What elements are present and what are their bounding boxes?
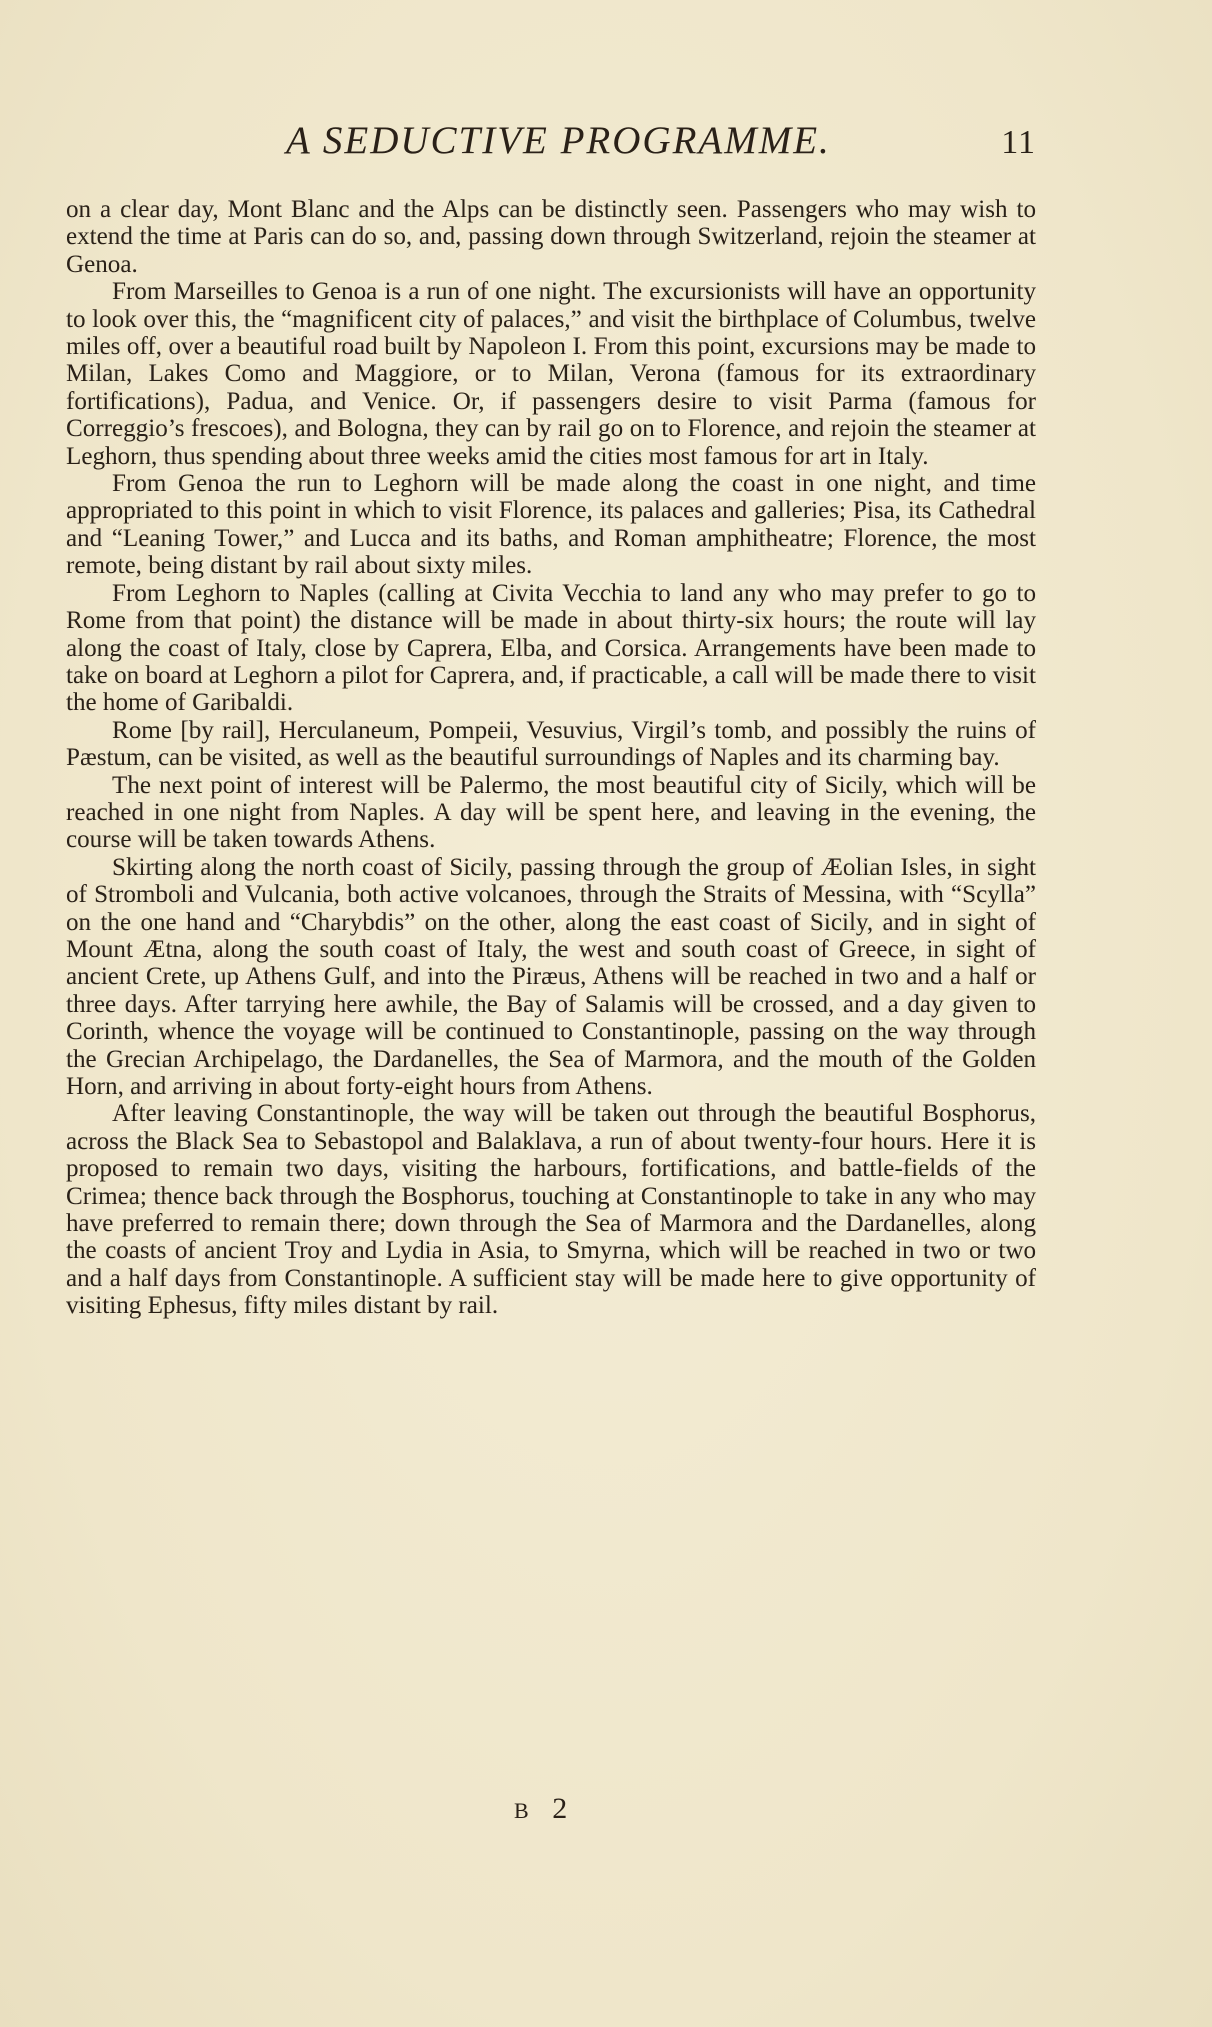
- signature-letter: B: [514, 1798, 537, 1823]
- running-head: [66, 118, 1036, 168]
- signature-number: 2: [552, 1792, 576, 1825]
- paragraph-5: Rome [by rail], Herculaneum, Pompeii, Vesuvius, Virgil’s tomb, and possibly the ruins of Pæstum, can be visited, as well as the beautiful surroundings of Naples and its charming bay.: [66, 716, 1036, 772]
- paragraph-1: on a clear day, Mont Blanc and the Alps can be distinctly seen. Passengers who may wish to extend the time at Paris can do so, and, passing down through Switzerland, rejoin the steamer at Genoa.: [66, 196, 1036, 278]
- paragraph-4: From Leghorn to Naples (calling at Civita Vecchia to land any who may prefer to go to Rome from that point) the distance will be made in about thirty-six hours; the route will lay along the coast of Italy, close by Caprera, Elba, and Corsica. Arrangements have been made to take on board at Leghorn a pilot for Caprera, and, if practicable, a call will be made there to visit the home of Garibaldi.: [66, 579, 1036, 717]
- body-text: [66, 196, 1036, 1320]
- signature-mark: [514, 1792, 575, 1826]
- page-number: 11: [1001, 124, 1036, 161]
- paragraph-2: From Marseilles to Genoa is a run of one night. The excursionists will have an opportunity to look over this, the “magnificent city of palaces,” and visit the birthplace of Columbus, twelve miles off, over a beautiful road built by Napoleon I. From this point, excursions may be made to Milan, Lakes Como and Maggiore, or to Milan, Verona (famous for its extraordinary fortifications), Padua, and Venice. Or, if passengers desire to visit Parma (famous for Correggio’s frescoes), and Bologna, they can by rail go on to Florence, and rejoin the steamer at Leghorn, thus spending about three weeks amid the cities most famous for art in Italy.: [66, 278, 1036, 470]
- paragraph-7: Skirting along the north coast of Sicily, passing through the group of Æolian Isles, in sight of Stromboli and Vulcania, both active volcanoes, through the Straits of Messina, with “Scylla” on the one hand and “Charybdis” on the other, along the east coast of Sicily, and in sight of Mount Ætna, along the south coast of Italy, the west and south coast of Greece, in sight of ancient Crete, up Athens Gulf, and into the Piræus, Athens will be reached in two and a half or three days. After tarrying here awhile, the Bay of Salamis will be crossed, and a day given to Corinth, whence the voyage will be continued to Constantinople, passing on the way through the Grecian Archipelago, the Dardanelles, the Sea of Marmora, and the mouth of the Golden Horn, and arriving in about forty-eight hours from Athens.: [66, 853, 1036, 1100]
- paragraph-6: The next point of interest will be Palermo, the most beautiful city of Sicily, which will be reached in one night from Naples. A day will be spent here, and leaving in the evening, the course will be taken towards Athens.: [66, 771, 1036, 854]
- paragraph-3: From Genoa the run to Leghorn will be made along the coast in one night, and time appropriated to this point in which to visit Florence, its palaces and galleries; Pisa, its Cathedral and “Leaning Tower,” and Lucca and its baths, and Roman amphitheatre; Florence, the most remote, being distant by rail about sixty miles.: [66, 470, 1036, 580]
- page-title: A SEDUCTIVE PROGRAMME.: [286, 119, 831, 162]
- paragraph-8: After leaving Constantinople, the way will be taken out through the beautiful Bosphorus, across the Black Sea to Sebastopol and Balaklava, a run of about twenty-four hours. Here it is proposed to remain two days, visiting the harbours, fortifications, and battle-fields of the Crimea; thence back through the Bosphorus, touching at Constantinople to take in any who may have preferred to remain there; down through the Sea of Marmora and the Dardanelles, along the coasts of ancient Troy and Lydia in Asia, to Smyrna, which will be reached in two or two and a half days from Constantinople. A sufficient stay will be made here to give opportunity of visiting Ephesus, fifty miles distant by rail.: [66, 1100, 1036, 1320]
